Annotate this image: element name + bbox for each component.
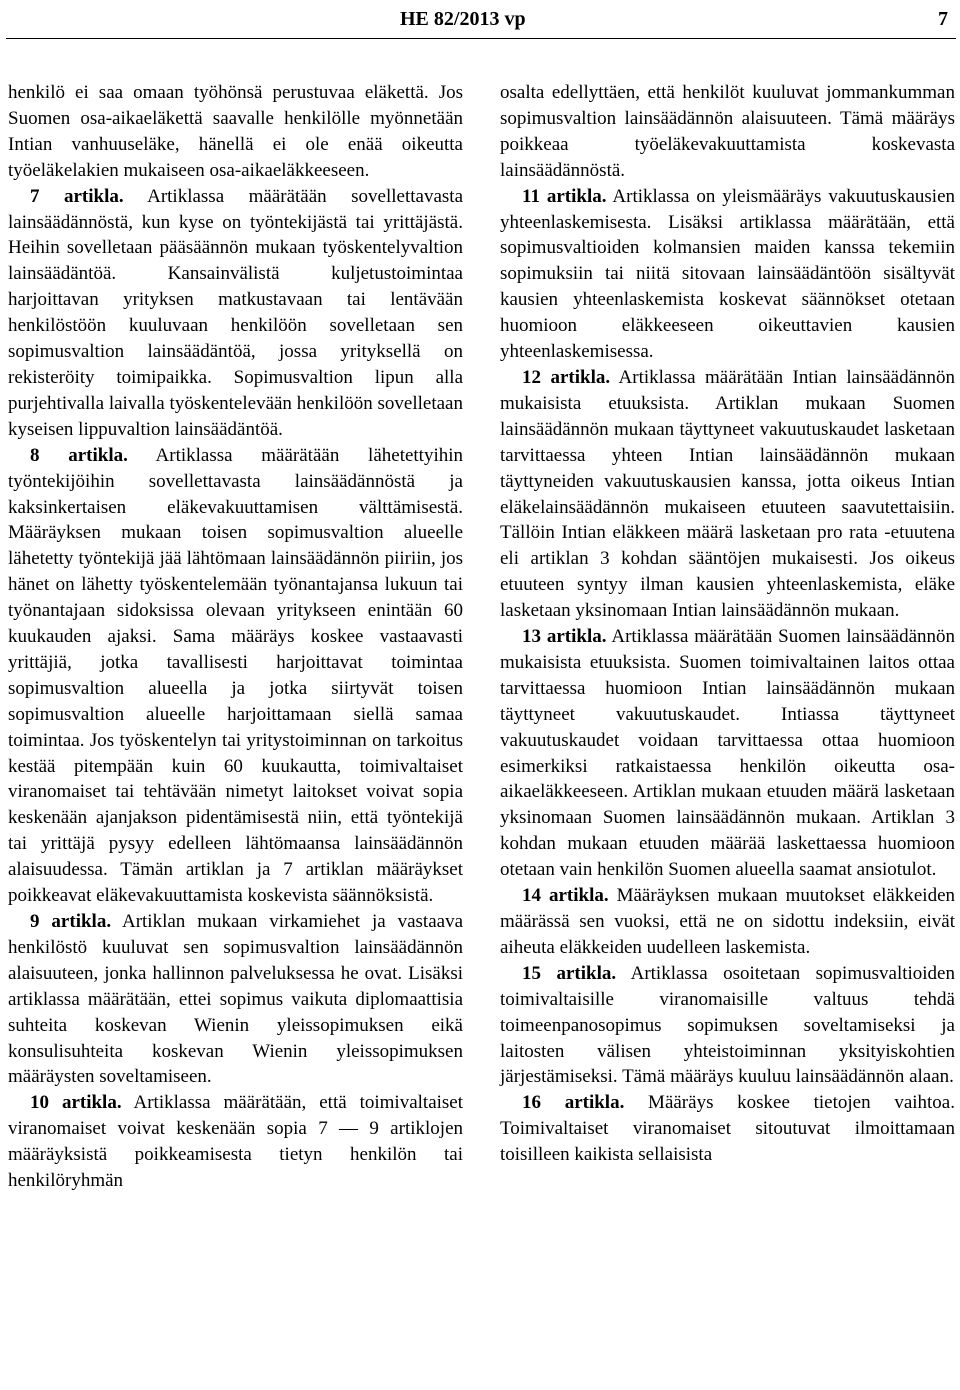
paragraph: [500, 80, 955, 184]
paragraph-text: henkilö ei saa omaan työhönsä perustuvaa eläkettä. Jos Suomen osa-aikaeläkettä saavalle henkilölle myönnetään Intian vanhuuseläke, hänellä ei ole enää oikeutta työeläkelakien mukaiseen osa-aikaeläkkeeseen.: [8, 82, 463, 181]
paragraph-text: Artiklassa määrätään, että toimivaltaiset viranomaiset voivat keskenään sopia 7 — 9 artiklojen määräyksistä poikkeamisesta tietyn henkilön tai henkilöryhmän: [8, 1092, 464, 1192]
article-heading: 16 artikla.: [522, 1092, 625, 1114]
paragraph: [8, 80, 463, 184]
article-heading: 11 artikla.: [522, 185, 607, 207]
paragraph-text: Artiklassa osoitetaan sopimusvaltioiden toimivaltaisille viranomaisille valtuus tehdä toimeenpanosopimus sopimuksen soveltamiseksi ja laitosten välisen yhteistoiminnan yksityiskohtien järjestämiseksi. Tämä määräys kuuluu lainsäädännön alaan.: [500, 962, 955, 1088]
page-number: 7: [938, 8, 948, 30]
paragraph: [8, 184, 463, 443]
paragraph: [500, 365, 955, 624]
article-heading: 14 artikla.: [522, 885, 609, 907]
article-heading: 7 artikla.: [30, 185, 124, 207]
paragraph-text: Artiklassa määrätään lähetettyihin työntekijöihin sovellettavasta lainsäädännöstä ja kaksinkertaisen eläkevakuuttamisen välttämisestä. Määräyksen mukaan toisen sopimusvaltion alueelle lähetetty työntekijä jää lähtömaan lainsäädännön piiriin, jos hänet on lähetty työskentelemään työnantajansa lukuun tai työnantajaan sidoksissa olevaan yritykseen enintään 60 kuukauden ajaksi. Sama määräys koskee vastaavasti yrittäjiä, jotka tavallisesti harjoittavat toimintaa sopimusvaltion alueella ja jotka siirtyvät toisen sopimusvaltion alueelle harjoittamaan siellä samaa toimintaa. Jos työskentelyn tai yritystoiminnan on tarkoitus kestää pitempään kuin 60 kuukautta, toimivaltaiset viranomaiset tai tehtävään nimetyt laitokset voivat sopia keskenään ajanjakson pidentämisestä niin, että työntekijä tai yrittäjä pysyy edelleen lähtömaansa lainsäädännön alaisuudessa. Tämän artiklan ja 7 artiklan määräykset poikkeavat eläkevakuuttamista koskevista säännöksistä.: [8, 444, 464, 907]
paragraph-text: Artiklan mukaan virkamiehet ja vastaava henkilöstö kuuluvat sen sopimusvaltion lainsäädännön alaisuuteen, jonka hallinnon palveluksessa he ovat. Lisäksi artiklassa määrätään, ettei sopimus vaikuta diplomaattisia suhteita koskevan Wienin yleissopimuksen eikä konsulisuhteita koskevan Wienin yleissopimuksen määräysten soveltamiseen.: [8, 911, 464, 1088]
paragraph: [500, 883, 955, 961]
paragraph-text: osalta edellyttäen, että henkilöt kuuluvat jommankumman sopimusvaltion lainsäädännön alaisuuteen. Tämä määräys poikkeaa työeläkevakuuttamista koskevasta lainsäädännöstä.: [500, 82, 955, 181]
article-heading: 9 artikla.: [30, 911, 112, 932]
paragraph-text: Artiklassa määrätään sovellettavasta lainsäädännöstä, kun kyse on työntekijästä tai yrittäjästä. Heihin sovelletaan pääsäännön mukaan työskentelyvaltion lainsäädäntöä. Kansainvälistä kuljetustoimintaa harjoittavan yrityksen matkustavaan tai lentävään henkilöstöön kuuluvaan henkilöön sovelletaan sen sopimusvaltion lainsäädäntöä, jossa yrityksellä on rekisteröity toimipaikka. Sopimusvaltion lipun alla purjehtivalla laivalla työskentelevään henkilöön sovelletaan kyseisen lippuvaltion lainsäädäntöä.: [8, 185, 464, 440]
paragraph-text: Määräyksen mukaan muutokset eläkkeiden määrässä sen vuoksi, että ne on sidottu indeksiin, eivät aiheuta eläkkeiden uudelleen laskemista.: [500, 885, 955, 958]
paragraph-text: Artiklassa määrätään Suomen lainsäädännön mukaisista etuuksista. Suomen toimivaltainen laitos ottaa tarvittaessa huomioon Intian lainsäädännön mukaan täyttyneet vakuutuskaudet. Intiassa täyttyneet vakuutuskaudet voidaan tarvittaessa ottaa huomioon esimerkiksi ratkaistaessa henkilön oikeutta osa-aikaeläkkeeseen. Artiklan mukaan etuuden määrä lasketaan yksinomaan Suomen lainsäädännön mukaan. Artiklan 3 kohdan mukaan etuuden määrää laskettaessa huomioon otetaan vain henkilön Suomen alueella saamat ansiotulot.: [500, 626, 956, 881]
paragraph: [500, 624, 955, 883]
paragraph-text: Artiklassa määrätään Intian lainsäädännön mukaisista etuuksista. Artiklan mukaan Suomen lainsäädännön mukaan täyttyneet vakuutuskaudet lasketaan tarvittaessa yhteen Intian lainsäädännön mukaan täyttyneiden vakuutuskausien kanssa, jotta oikeus Intian eläkelainsäädännön mukaiseen etuuteen saavutettaisiin. Tällöin Intian eläkkeen määrä lasketaan pro rata -etuutena eli artiklan 3 kohdan sääntöjen mukaisesti. Jos oikeus etuuteen syntyy ilman kausien yhteenlaskemista, eläke lasketaan yksinomaan Intian lainsäädännön mukaan.: [500, 366, 956, 622]
document-id: HE 82/2013 vp: [400, 8, 526, 30]
article-heading: 8 artikla.: [30, 444, 128, 466]
paragraph: [8, 443, 463, 909]
paragraph: [8, 1090, 463, 1194]
paragraph: [8, 909, 463, 1090]
paragraph: [500, 184, 955, 365]
article-heading: 15 artikla.: [522, 962, 617, 984]
paragraph-text: Artiklassa on yleismääräys vakuutuskausien yhteenlaskemisesta. Lisäksi artiklassa määrätään, että sopimusvaltioiden kolmansien maiden kanssa tekemiin sopimuksiin tai niitä sitovaan lainsäädäntöön sisältyvät kausien yhteenlaskemista koskevat säännökset otetaan huomioon eläkkeeseen oikeuttavien kausien yhteenlaskemisessa.: [500, 185, 956, 363]
paragraph: [500, 961, 955, 1091]
header-divider: [6, 38, 956, 39]
paragraph-text: Määräys koskee tietojen vaihtoa. Toimivaltaiset viranomaiset sitoutuvat ilmoittamaan toisilleen kaikista sellaisista: [500, 1092, 955, 1166]
paragraph: [500, 1090, 955, 1168]
article-heading: 13 artikla.: [522, 626, 607, 648]
article-heading: 10 artikla.: [30, 1092, 122, 1114]
right-column: [500, 80, 955, 1168]
article-heading: 12 artikla.: [522, 366, 611, 388]
left-column: [8, 80, 463, 1194]
page-header: [0, 8, 960, 38]
